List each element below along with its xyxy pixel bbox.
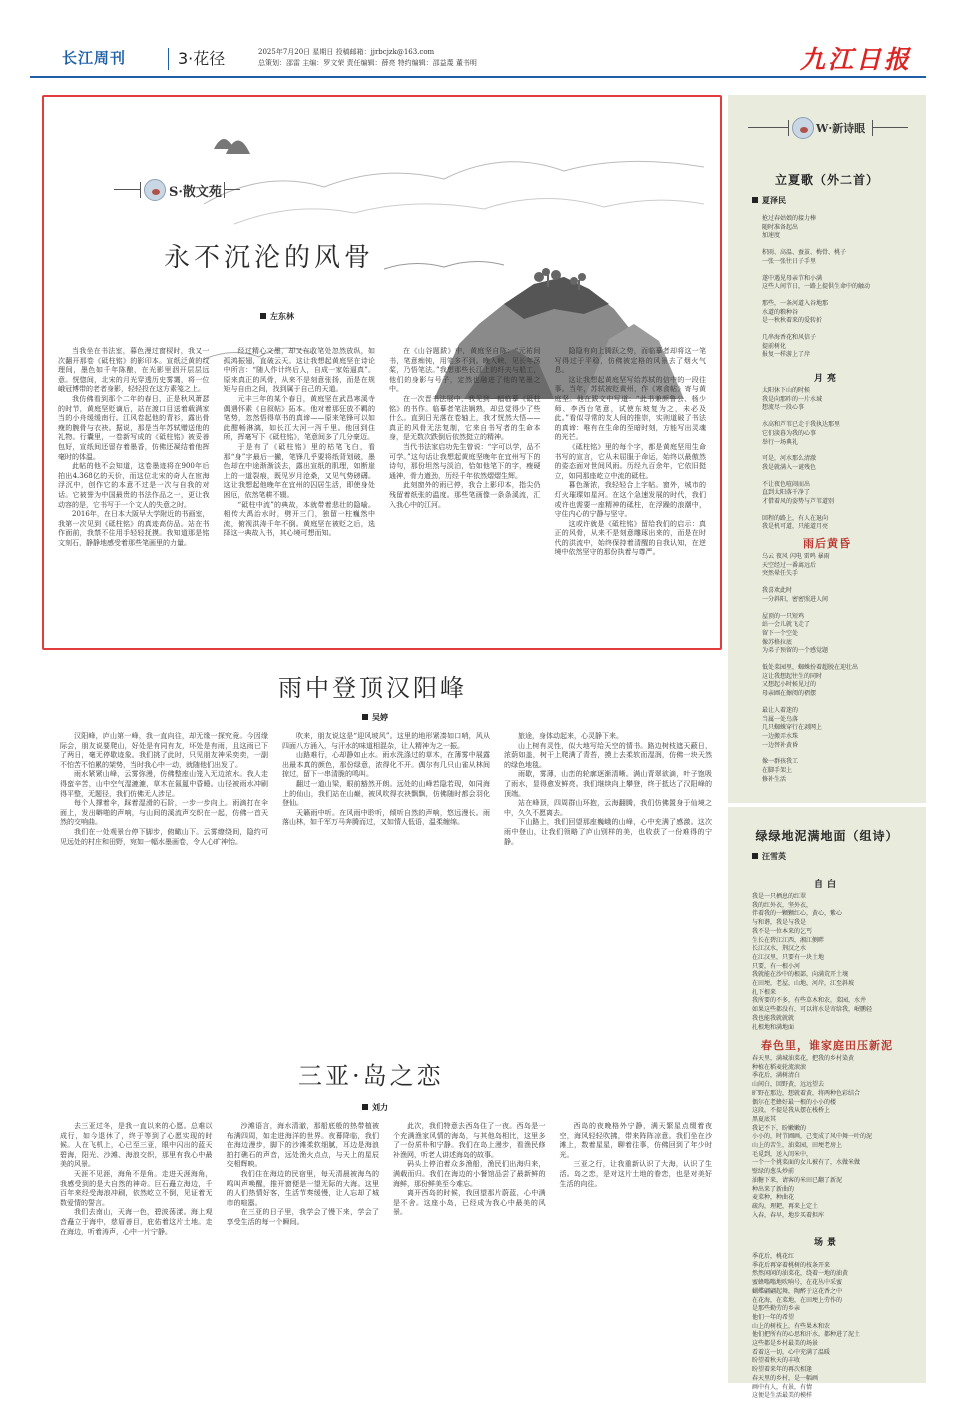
poem-line: 油糖下来，请客的米田已翻了新泥 bbox=[752, 1176, 843, 1184]
poem1-sub-body bbox=[762, 387, 912, 531]
poem-line: 一个一个挑菜面的女儿被有了，水做米做 bbox=[752, 1159, 861, 1167]
poem-line: 如果这些都没有，可以将水是寄给我，岷鹏轻 bbox=[752, 1006, 873, 1014]
feature-body bbox=[58, 347, 706, 639]
feature-column bbox=[58, 347, 210, 639]
poem2-author: 汪雪英 bbox=[762, 852, 786, 861]
poem-line: 偶尔在老蜂好最一根的小小的楼 bbox=[752, 1098, 837, 1106]
stanza bbox=[752, 1055, 918, 1220]
byline-square-icon bbox=[752, 853, 758, 859]
poem-line: 最让人着迷的 bbox=[762, 706, 799, 714]
poem-line: 我喜欢此时 bbox=[762, 587, 793, 595]
paragraph: 我们住在海边的民宿里，每天清晨被海鸟的鸣叫声唤醒，推开窗便是一望无际的大海。这里的人们热情好客，生活节奏缓慢，让人忘却了城市的喧嚣。 bbox=[226, 1169, 379, 1207]
poem-line: 盼望着秋天的丰收 bbox=[752, 1357, 801, 1365]
poem-line: 举行一场典礼 bbox=[762, 438, 799, 446]
paragraph: 当我坐在书法室，暮色漫过窗棂时，我又一次翻开那卷《砥柱铭》的影印本。宣纸泛黄的纹理间，墨色如千年陈酿，在光影里洇开层层远意。恍惚间，北宋的月光穿透历史雾霭，将一位峨冠博带的老者身影，轻轻投在这方素笺之上。 bbox=[58, 347, 210, 394]
poem-line: 与和谐，我是与我是 bbox=[752, 919, 807, 927]
poem-line: 直到太阳落千净了 bbox=[762, 489, 811, 497]
section-name: 长江周刊 bbox=[62, 49, 127, 67]
poem-line: 春天里，满城油菜花，把我的乡村染黄 bbox=[752, 1055, 855, 1062]
stanza bbox=[762, 275, 912, 292]
feature-highlight-box bbox=[42, 95, 722, 650]
paragraph: 每个人撑着伞，踩着湿滑的石阶，一步一步向上。雨滴打在伞面上，发出噼啪的声响，与山间的溪流声交织在一起，仿佛一首天然的交响曲。 bbox=[60, 799, 268, 827]
stanza bbox=[762, 249, 912, 266]
paragraph: 旅途，身体动起来，心灵静下来。 bbox=[518, 732, 623, 740]
paragraph: 于是有了《砥柱铭》里的枯笔飞白，看那“身”字最后一撇，笔锋几乎要将纸背划破，墨色却在中途渐渐淡去，露出宣纸的肌理，如断崖上的一道裂痕，既见岁月沧桑，又见气势磅礴。这让我想起他晚年在宜州的囚居生活，即使身处困厄，依然笔耕不辍。 bbox=[223, 442, 375, 499]
poem2-section-body bbox=[752, 1055, 918, 1233]
poem-line: 我记不下，盼嫩嫩的 bbox=[752, 1124, 807, 1132]
paragraph: 站在峰顶，四周群山环抱，云海翻腾，我们仿佛置身于仙境之中，久久不愿离去。 bbox=[504, 799, 712, 817]
poem-line: 我是向那昨的一片水域 bbox=[762, 395, 823, 403]
issue-line: 2025年7月20日 星期日 投稿邮箱：jjrbcjzk@163.com bbox=[258, 48, 435, 56]
stanza bbox=[762, 334, 912, 360]
poem-line: 然然闲闲的油菜花，绕着一地的油黄 bbox=[752, 1270, 849, 1278]
poem-line: 我是一只栖息的红翠 bbox=[752, 893, 807, 900]
article3-column bbox=[560, 1122, 713, 1380]
poem-line: 一边搬弄水珠 bbox=[762, 732, 799, 740]
poem1-sub2-title: 雨后黄昏 bbox=[803, 537, 851, 550]
poem-line: 它们淡暮为我的心事 bbox=[762, 429, 817, 437]
paragraph: 汉阳峰，庐山第一峰，我一直向往，却无缘一探究竟。今因缘际会，朋友说要爬山，好处是有同有友，坏处是有雨，且这雨已下了两日，毫无停歇迹象。我们挑了此时，只见朋友神采奕奕，一副不怕苦不怕累的架势，当时我心中一动，就随他们出发了。 bbox=[60, 732, 268, 769]
staff-line: 总策划：邵雷 主编：罗文荣 责任编辑：薛亮 特约编辑：邵益蔑 董书明 bbox=[258, 59, 477, 67]
paragraph: 在三亚的日子里，我学会了慢下来，学会了享受生活的每一个瞬间。 bbox=[226, 1208, 379, 1226]
column-emblem-icon bbox=[144, 179, 166, 201]
poem-line: 乌云 夜风 闪电 雷鸣 暴雨 bbox=[762, 553, 830, 560]
poem-line: 这些都是乡村最美的场景 bbox=[752, 1340, 819, 1348]
poem-line: 水道的粮种谷 bbox=[762, 308, 799, 316]
paragraph: “砥柱中流”的典故，本就带着悲壮的隐喻。相传大禹治水时，劈开三门，独留一柱巍然中流，俯视洪涛千年不倒。黄庭坚在被贬之后，选择这一典故入书，其心境可想而知。 bbox=[223, 500, 375, 538]
stanza bbox=[762, 587, 912, 604]
stanza bbox=[762, 758, 912, 784]
poem-line: 积雨、高温、蚕茧、梅骨、桃子 bbox=[762, 249, 847, 257]
poem-line: 我不是一位本来的乞丐 bbox=[752, 927, 813, 935]
poem-line: 季花后，满树清白 bbox=[752, 1072, 801, 1080]
paragraph: 此次，我们特意去西岛住了一夜。西岛是一个充满渔家风情的海岛，与其他岛相比，这里多了一份质朴和宁静。我们在岛上漫步，看渔民修补渔网，听老人讲述海岛的故事。 bbox=[393, 1122, 546, 1159]
poem-line: 一边替补黄昏 bbox=[762, 741, 799, 749]
poem-line: 这让我想起往生的同时 bbox=[762, 672, 823, 680]
column-emblem-icon bbox=[792, 117, 814, 139]
poem-line: 蜜蜂嗡嗡地吹响号，在花丛中采蜜 bbox=[752, 1279, 843, 1287]
paragraph: 下山路上，我们回望那座巍峨的山峰，心中充满了感激。这次雨中登山，让我们领略了庐山别样的美，也收获了一份难得的宁静。 bbox=[504, 818, 712, 846]
byline-square-icon bbox=[362, 714, 368, 720]
poem-line: 这便是生活最美的模样 bbox=[752, 1392, 813, 1400]
paragraph: 离开西岛的时候，我回望那片蔚蓝，心中满是不舍。这座小岛，已经成为我心中最美的风景。 bbox=[393, 1189, 546, 1217]
poem-line: 春天里的乡村，是一幅画 bbox=[752, 1374, 819, 1382]
paragraph: 这让我想起黄庭坚写给苏轼的信中的一段往事。当年，苏轼被贬黄州，作《寒食帖》寄与黄庭坚。他在跋文中写道：“此书兼颜鲁公、杨少师、李西台笔意，试使东坡复为之，未必及此。”看似寻常的友人间的推崇，实则道破了书法的真谛：唯有在生命的至暗时刻，方能写出灵魂的光芒。 bbox=[554, 375, 706, 442]
article2-column bbox=[60, 732, 268, 1048]
poem-line: 壁绿的葱头炒前 bbox=[752, 1168, 795, 1176]
stanza bbox=[762, 421, 912, 447]
poem-line: 那些，一条河道入谷地那 bbox=[762, 299, 829, 307]
paragraph: 此刻窗外的雨已停，我合上影印本，指尖仍残留着纸张的温度。那些笔画像一条条溪流，汇入我心中的江河。 bbox=[389, 481, 541, 509]
poem-line: 季花后，桃花红 bbox=[752, 1253, 795, 1260]
poem-line: 像苏格拉底 bbox=[762, 638, 793, 646]
article2-title: 雨中登顶汉阳峰 bbox=[278, 674, 467, 702]
article2-body bbox=[60, 732, 712, 1048]
paragraph: 此帖的他不会知道，这卷墨迹将在900年后拍出4.368亿的天价，而这位北宋的奇人在宦海浮沉中，创作它的本意不过是一次与自我的对话。它被誉为中国最贵的书法作品之一，更让我动容的是，它书写于一个文人的失意之时。 bbox=[58, 462, 210, 509]
masthead bbox=[30, 44, 926, 76]
sidebar-separator bbox=[728, 803, 926, 807]
poem-line: 可是，河水那么清澈 bbox=[762, 455, 817, 463]
paragraph: 《砥柱铭》里的每个字，都是黄庭坚用生命书写的宣言，它从未屈服于命运，始终以最傲然的姿态面对世间风雨。历经九百余年，它依旧挺立，如同那座屹立中流的砥柱。 bbox=[554, 442, 706, 480]
poem2-section-heading: 场景 bbox=[813, 1238, 840, 1248]
stanza bbox=[762, 300, 912, 326]
article3-byline bbox=[362, 1102, 388, 1113]
poem-line: 山上的树枝上，有些果木和农 bbox=[752, 1322, 831, 1330]
poem-line: 随时准备起出 bbox=[762, 223, 799, 231]
masthead-divider bbox=[168, 48, 169, 70]
poem-line: 加速度 bbox=[762, 232, 781, 240]
poem2-section-heading: 春色里，谁家庭田压新泥 bbox=[761, 1039, 893, 1052]
poem-line: 是那些勤劳的乡亲 bbox=[752, 1305, 801, 1313]
poem-line: 这些人间节日，一路上提供生命中的触动 bbox=[762, 283, 871, 291]
poem2-title: 绿绿地泥满地面（组诗） bbox=[755, 829, 899, 843]
poem-line: 扎下根来 bbox=[752, 988, 777, 996]
paragraph: 我们在一处观景台停下脚步，俯瞰山下。云雾缭绕间，隐约可见远处的村庄和田野，宛如一幅水墨画卷，令人心旷神怡。 bbox=[60, 827, 268, 846]
paragraph: 我仿佛看到那个二年的春日，正是秋风萧瑟的时节，黄庭坚贬谪后，站在渡口目送着载满家当的小舟缓缓南行。江风卷起他的青衫，露出骨瘦的腕骨与衣袂。据说，那是当年苏轼赠送他的礼物。行囊里，一卷新写成的《砥柱铭》被妥善包好，宣纸间还留存着墨香，仿佛还凝结着他挥毫时的体温。 bbox=[58, 394, 210, 461]
paragraph: 天籁雨中听。在风雨中聆听，倾听自然的声响，悠远漫长。雨落山林，如千军万马奔腾而过，又如情人低语，温柔缠绵。 bbox=[282, 808, 490, 827]
feature-author: 左东林 bbox=[270, 312, 294, 321]
poem-line: 留下一个空处 bbox=[762, 629, 799, 637]
poem-line: 山上的苦生，油菜园，田埂老房上 bbox=[752, 1142, 843, 1150]
poem1-sub2-body bbox=[762, 553, 912, 793]
article2-byline bbox=[362, 712, 388, 723]
poem-line: 不让夜色喧闹而出 bbox=[762, 480, 811, 488]
article2-column bbox=[282, 732, 490, 1048]
byline-square-icon bbox=[260, 313, 266, 319]
article3-column bbox=[393, 1122, 546, 1380]
poem-line: 一分斜阳，密密照进人间 bbox=[762, 595, 829, 603]
newspaper-logo: 九江日报 bbox=[799, 45, 912, 74]
poem-line: 几只蜘蛛穿行在剥网上 bbox=[762, 724, 823, 732]
paragraph: 西岛的夜晚格外宁静，满天繁星点缀着夜空，海风轻轻吹拂，带来阵阵凉意。我们坐在沙滩上，数着星星，聊着往事，仿佛回到了年少时光。 bbox=[559, 1122, 712, 1159]
feature-column bbox=[224, 347, 376, 639]
xinshiyan-column-logo bbox=[748, 117, 908, 139]
paragraph: 雨歇，雾薄，山峦的轮廓逐渐清晰。满山青翠欲滴，叶子饱吸了雨水，显得愈发鲜亮。我们继续向上攀登，终于抵达了汉阳峰的顶端。 bbox=[504, 770, 712, 798]
paragraph: 山路难行，心却静如止水。雨水洗涤过的草木，在薄雾中展露出最本真的颜色，那份绿意，浓得化不开。偶尔有几只山雀从林间掠过，留下一串清脆的鸣叫。 bbox=[282, 751, 490, 779]
poem-line: 看着这一切，心中充满了温暖 bbox=[752, 1348, 831, 1356]
poem-line: 才借着风的姿势与芦苇道别 bbox=[762, 498, 835, 506]
stanza bbox=[762, 515, 912, 532]
poem-line: 小小的，时节圃画，己变成了风中舞一叶的泥 bbox=[752, 1133, 873, 1141]
poem-line: 蝴蝶翩翩起舞，陶醉于这花香之中 bbox=[752, 1287, 843, 1295]
poem2-section-body bbox=[752, 1253, 918, 1400]
paragraph: 在一次晋书法展中，我见到一幅临摹《砥柱铭》的书作。临摹者笔法娴熟，却总觉得少了些什么。直到日光落在卷轴上，我才恍然大悟——真正的风骨无法复制，它来自书写者的生命本身，是无数次跌倒后依然挺立的精神。 bbox=[389, 394, 541, 442]
paragraph: 沙滩语言，海水清澈，那船底般的热带植被布满四周，如走进海洋的世界。夜幕降临，我们在海边漫步，脚下的沙滩柔软细腻，耳边是海浪拍打礁石的声音，远处渔火点点，与天上的星辰交相辉映。 bbox=[226, 1122, 379, 1169]
masthead-rule bbox=[30, 76, 926, 78]
article3-body bbox=[60, 1122, 712, 1380]
poetry-sidebar bbox=[728, 95, 926, 1400]
poem-line: 母亲圃在擦阅的褶摆 bbox=[762, 690, 817, 698]
poem-line: 种植在稻麦轮流滚滚 bbox=[752, 1063, 807, 1071]
paragraph: 去三亚过冬，是我一直以来的心愿。总难以成行，如今退休了，终于等到了心愿实现的时候。人在飞机上，心已至三亚，眼中闪出的蓝天碧海，阳光、沙滩、海浪交织，那里有我心中最美的风景。 bbox=[60, 1122, 213, 1169]
stanza bbox=[762, 613, 912, 657]
page-label: 3·花径 bbox=[178, 49, 226, 68]
stanza bbox=[762, 707, 912, 751]
sidebar-logo-text: W·新诗眼 bbox=[816, 122, 866, 135]
poem-line: 只要，有一根小河 bbox=[752, 962, 801, 970]
poem-line: 我的红外衣，坚外衣， bbox=[752, 901, 813, 909]
poem-line: 他们一年的希望 bbox=[752, 1313, 795, 1321]
poem-line: 几串海香花和风信子 bbox=[762, 334, 817, 342]
poem-line: 又想起小时候见过的 bbox=[762, 681, 817, 689]
article2-column bbox=[504, 732, 712, 1048]
paragraph: 当代书法家启功先生曾说：“字可以学，品不可学。”这句话让我想起黄庭坚晚年在宜州写下的诗句，那份坦然与淡泊，恰如他笔下的字，瘦硬通神，骨力遒劲，历经千年依然熠熠生辉。 bbox=[389, 442, 541, 480]
stanza bbox=[762, 455, 912, 472]
article3-column bbox=[60, 1122, 213, 1380]
poem-line: 报复一样游上了岸 bbox=[762, 351, 811, 359]
poem-line: 伴着我的一颗颗红心，黄心，紫心 bbox=[752, 910, 843, 918]
poem1-byline bbox=[752, 195, 786, 206]
poem-line: 低处菜园里，蜘蛛扮着超脱在迎壮出 bbox=[762, 664, 859, 672]
paragraph: 翻过一道山梁，眼前豁然开朗。远处的山峰若隐若现，如同海上的仙山，我们站在山巅，被风吹得衣袂飘飘，仿佛随时都会羽化登仙。 bbox=[282, 779, 490, 808]
poem2-byline bbox=[752, 851, 786, 862]
paragraph: 山上树有灵性，似大地写给天空的情书。路边树枝遮天蔽日，浓荫如盖，树干上爬满了青苔，摸上去柔软而湿润，仿佛一块天然的绿色地毯。 bbox=[504, 741, 712, 769]
poem-line: 他们把所有的心思和汗水，都种进了泥土 bbox=[752, 1331, 861, 1339]
poem-line: 是一秋秋着来的爱转折 bbox=[762, 317, 823, 325]
poem-line: 疏沟，理耙，再来上定土 bbox=[752, 1202, 819, 1210]
feature-byline bbox=[260, 311, 294, 322]
paragraph: 暮色渐浓，我轻轻合上字帖。窗外，城市的灯火璀璨如星河。在这个急速发展的时代，我们或许也需要一座精神的砥柱，在浮躁的浪潮中，守住内心的宁静与坚守。 bbox=[554, 481, 706, 519]
stanza bbox=[762, 553, 912, 579]
poem2-section-body bbox=[752, 893, 918, 1031]
poem-line: 这段，不提是我从摆在栈桥上 bbox=[752, 1107, 831, 1115]
paragraph: 我们去南山，天海一色，碧波荡漾。海上观音矗立于海中，慈眉善目，庇佑着这片土地。走在海边，听着涛声，心中一片宁静。 bbox=[60, 1208, 213, 1236]
poem-line: 我就能在沙中的根部，向满荒开土壤 bbox=[752, 971, 849, 979]
stanza bbox=[762, 215, 912, 241]
article3-column bbox=[227, 1122, 380, 1380]
byline-square-icon bbox=[362, 1104, 368, 1110]
poem-line: 我也能我就就就 bbox=[752, 1014, 795, 1022]
poem-line: 在花海，在菜地，在田埂上劳作的 bbox=[752, 1296, 843, 1304]
poem1-sub-title: 月亮 bbox=[813, 374, 840, 384]
poem-line: 抢过春姑娘的接力棒 bbox=[762, 215, 817, 222]
poem-line: 修补生活 bbox=[762, 775, 787, 783]
poem-line: 画中有人，有景，有情 bbox=[752, 1383, 813, 1391]
poem-line: 屋顶的一只短鸡 bbox=[762, 612, 805, 620]
poem-line: 扎根地和满地面 bbox=[752, 1023, 795, 1031]
stanza bbox=[752, 893, 918, 1032]
paragraph: 2016年，在日本大阪早大学附近的书画室，我第一次见到《砥柱铭》的真迹高仿品。站在书作面前，我禁不住用手轻轻抚摸。我知道那是铭文刻石，静静地感受着那些笔画里的力量。 bbox=[58, 510, 210, 547]
poem-line: 在田埂，老屋，山地，河岸，江至斜坡 bbox=[752, 980, 855, 988]
paragraph: 三亚之行，让我重新认识了大海，认识了生活。岛之恋，是对这片土地的眷恋，也是对美好生活的向往。 bbox=[559, 1160, 712, 1188]
sanwenyuan-column-logo bbox=[114, 179, 240, 201]
poem-line: 旷野在那边，想就着黄，将两种色彩结合 bbox=[752, 1089, 861, 1097]
poem-line: 在脚手架上 bbox=[762, 767, 793, 775]
poem-line: 入春，春早，地步买着担库 bbox=[752, 1211, 825, 1219]
poem-line: 生长在碧江江西，湘江侧畔 bbox=[752, 936, 825, 944]
poem-line: 站一会儿就飞走了 bbox=[762, 621, 811, 629]
poem-line: 遂中遇见母亲节和小满 bbox=[762, 274, 823, 282]
poem-line: 盼望着来年的再次相逢 bbox=[752, 1366, 813, 1374]
stanza bbox=[762, 481, 912, 507]
poem-line: 在江汉里，只要有一块土地 bbox=[752, 953, 825, 961]
paragraph: 码头上停泊着众多渔船，渔民们出海归来，满载而归。我们在海边的小餐馆品尝了最新鲜的海鲜，那份鲜美至今难忘。 bbox=[393, 1160, 546, 1188]
paragraph: 在《山谷题跋》中，黄庭坚自陈：“元祐间书，笔意痴钝，用笔多不到。晚入峡，见长年荡桨，乃悟笔法。”我想那些长江上的纤夫与船工，他们的身影与号子，定然也融进了他的笔墨之中。 bbox=[389, 347, 541, 394]
byline-square-icon bbox=[752, 197, 758, 203]
poem-line: 为弟子预留的一个感觉题 bbox=[762, 647, 829, 655]
poem-line: 一张一张往日子手里 bbox=[762, 257, 817, 265]
poem-line: 我是就满入一谜残色 bbox=[762, 463, 817, 471]
stanza bbox=[762, 664, 912, 699]
stanza bbox=[752, 1253, 918, 1401]
poem-line: 想流尽一段心事 bbox=[762, 404, 805, 412]
poem-line: 我所要的不多，有些草木和农，菜园，水井 bbox=[752, 997, 867, 1005]
poem-line: 黑夏底其 bbox=[752, 1115, 777, 1123]
article2-author: 吴婷 bbox=[372, 713, 388, 722]
poem-line: 天空经过一番离远后 bbox=[762, 561, 817, 569]
poem1-author: 夏泽民 bbox=[762, 196, 786, 205]
article3-title: 三亚·岛之恋 bbox=[298, 1062, 444, 1090]
poem-line: 当属一处鸟落 bbox=[762, 715, 799, 723]
feature-title: 永不沉沦的风骨 bbox=[164, 243, 375, 273]
paragraph: 元丰三年的某个春日，黄庭坚在武昌寒溪寺偶遇怀素《自叙帖》拓本。他对着那狂放不羁的笔势，忽然悟得草书的真谛——原来笔锋可以如此酣畅淋漓，如长江大河一泻千里。他回到住所，挥毫写下《砥柱铭》，笔意间多了几分豪迈。 bbox=[223, 394, 375, 442]
paragraph: 天涯不见涯，海角不是角。走进天涯海角，我感受到的是大自然的神奇。巨石矗立海边，千百年来经受海浪冲刷，依然屹立不倒，见证着无数爱情的誓言。 bbox=[60, 1169, 213, 1207]
poem1-body bbox=[762, 215, 912, 365]
paragraph: 吹来，朋友说这是“迎风坡风”。这里的地形紧凑如口哨，风从四面八方涌入，与汗水的味道相混杂，让人精神为之一振。 bbox=[282, 732, 490, 750]
poem-line: 毛觅到，送入闺米中， bbox=[752, 1150, 813, 1158]
poem2-section-heading: 自白 bbox=[813, 880, 840, 890]
poem-line: 山间白，回野黄，远远望去 bbox=[752, 1081, 825, 1089]
poem-line: 提前树化 bbox=[762, 342, 787, 350]
paragraph: 隐隐有向上腾跃之势，而临摹者却将这一笔写得过于平稳，仿佛被定格的风景去了烟火气息。 bbox=[554, 347, 706, 375]
poem-line: 我是机可道，只能道月亮 bbox=[762, 523, 829, 531]
paragraph: 经过精心文墨，却又在收笔处忽然放纵，如孤鸿振翅，直破云天。这让我想起黄庭坚在诗论中所言：“随人作计终后人，自成一家始逼真”。原来真正的风骨，从来不是刻意张扬，而是在规矩与自由之间，找到属于自己的天道。 bbox=[223, 347, 375, 394]
poem-line: 回程的路上，有人在退向 bbox=[762, 514, 829, 522]
poem-line: 种出来了新曲的 bbox=[752, 1185, 795, 1193]
article3-author: 刘力 bbox=[372, 1103, 388, 1112]
paragraph: 这或许就是《砥柱铭》留给我们的启示：真正的风骨，从来不是刻意雕琢出来的，而是在时代的洪流中，始终保持着清醒的自我认知，在逆境中依然坚守的那份执着与尊严。 bbox=[554, 519, 706, 557]
masthead-info bbox=[258, 47, 477, 69]
poem-line: 突然晕任失手 bbox=[762, 570, 799, 578]
poem-line: 季花后再穿着桃树的枝条开来 bbox=[752, 1261, 831, 1269]
poem-line: 水高和芦苇已走于我执达那里 bbox=[762, 421, 841, 429]
poem-line: 长江汉水，荆汉之水 bbox=[752, 945, 807, 953]
poem-line: 麦菜种，种曲花 bbox=[752, 1194, 795, 1202]
column-logo-text: S·散文苑 bbox=[169, 185, 222, 200]
paragraph: 雨水紧紧山峰，云雾弥漫，仿佛整座山笼入无边浓水。我人走得蛮辛苦，山中空气湿漉漉，草木在氤氲中昏睡。山径被雨水冲刷得平整，无题径，我们仿佛无人涉足。 bbox=[60, 770, 268, 798]
poem-line: 像一群孩我工 bbox=[762, 758, 799, 766]
poem1-title: 立夏歌（外二首） bbox=[774, 173, 879, 187]
feature-column bbox=[389, 347, 541, 639]
feature-column bbox=[555, 347, 707, 639]
poem-line: 太阳休下山的时候 bbox=[762, 387, 811, 394]
stanza bbox=[762, 387, 912, 413]
